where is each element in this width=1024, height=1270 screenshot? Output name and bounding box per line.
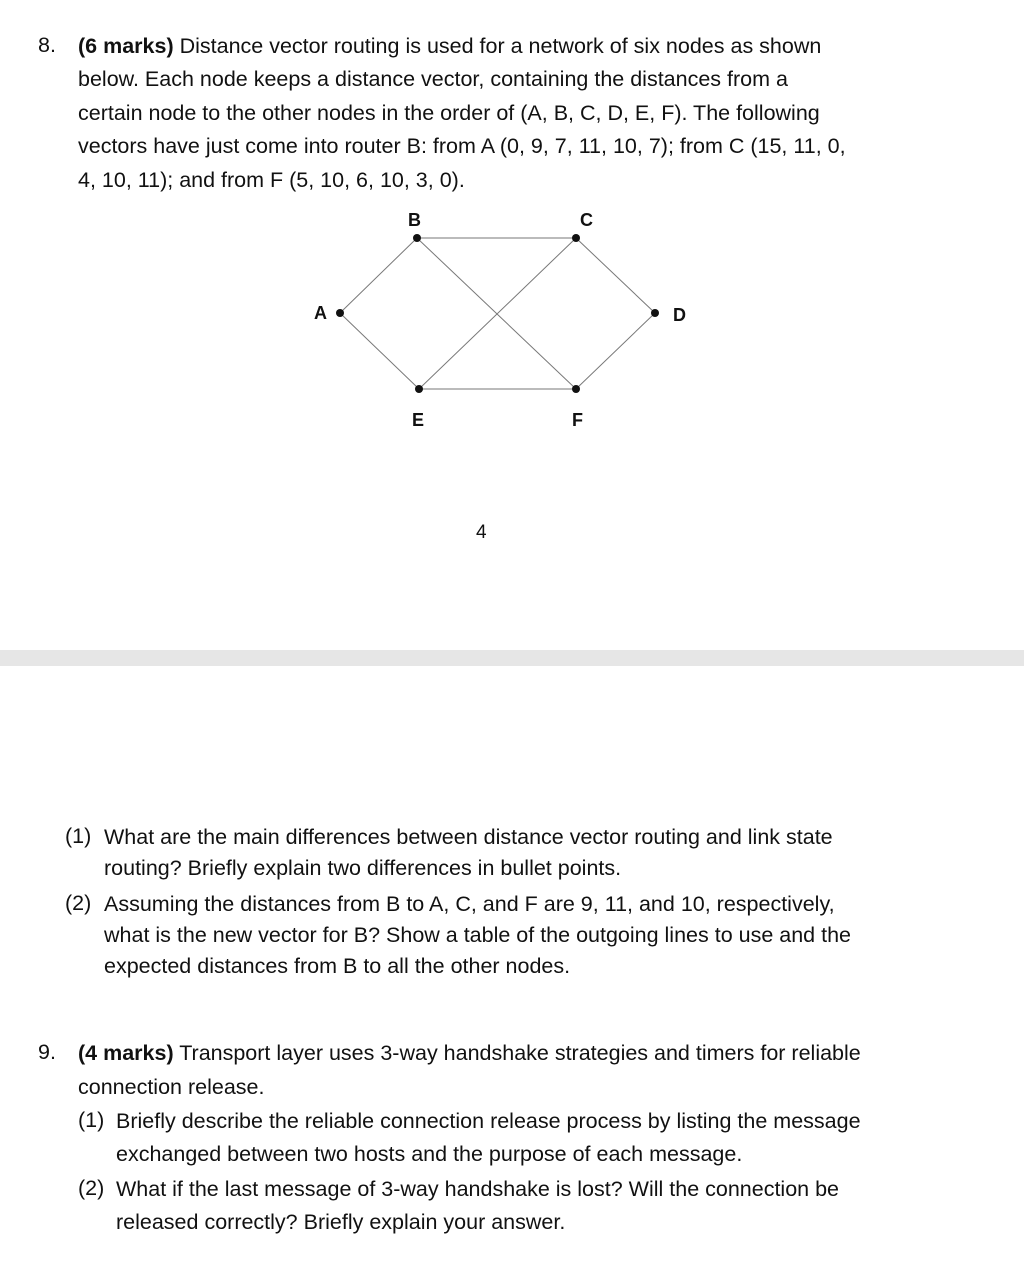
node-d-label: D <box>673 305 686 325</box>
edge-d-f <box>576 313 655 389</box>
question-9-part-2-line-2: released correctly? Briefly explain your answer. <box>116 1210 566 1234</box>
node-f-label: F <box>572 410 583 430</box>
page-divider <box>0 650 1024 666</box>
node-d-dot <box>651 309 659 317</box>
edge-a-b <box>340 238 417 313</box>
node-e-dot <box>415 385 423 393</box>
question-9-part-1-line-1: Briefly describe the reliable connection release process by listing the message <box>116 1109 861 1133</box>
question-8-line-3: certain node to the other nodes in the order of (A, B, C, D, E, F). The following <box>78 101 820 125</box>
question-8-part-1-number: (1) <box>65 824 92 848</box>
question-8-line-4: vectors have just come into router B: from A (0, 9, 7, 11, 10, 7); from C (15, 11, 0, <box>78 134 846 158</box>
network-diagram <box>0 0 1024 470</box>
question-9-part-1-line-2: exchanged between two hosts and the purpose of each message. <box>116 1142 743 1166</box>
node-c-label: C <box>580 210 593 230</box>
question-8-part-2-line-2: what is the new vector for B? Show a table of the outgoing lines to use and the <box>104 923 851 947</box>
question-9-line-1: (4 marks) Transport layer uses 3-way handshake strategies and timers for reliable <box>78 1041 861 1065</box>
question-8-part-2-number: (2) <box>65 891 92 915</box>
question-8-part-2-line-1: Assuming the distances from B to A, C, and F are 9, 11, and 10, respectively, <box>104 892 835 916</box>
question-8-line-2: below. Each node keeps a distance vector, containing the distances from a <box>78 67 788 91</box>
node-f-dot <box>572 385 580 393</box>
question-9-part-1-number: (1) <box>78 1108 105 1132</box>
node-b-dot <box>413 234 421 242</box>
node-e-label: E <box>412 410 425 430</box>
question-8-line-5: 4, 10, 11); and from F (5, 10, 6, 10, 3, 0). <box>78 168 465 192</box>
question-9-part-2-number: (2) <box>78 1176 105 1200</box>
node-c-dot <box>572 234 580 242</box>
node-b-label: B <box>408 210 421 230</box>
edge-c-d <box>576 238 655 313</box>
question-9-line-2: connection release. <box>78 1075 265 1099</box>
question-8-number: 8. <box>38 33 56 57</box>
node-a-dot <box>336 309 344 317</box>
question-8-part-1-line-1: What are the main differences between distance vector routing and link state <box>104 825 833 849</box>
question-8-part-1-line-2: routing? Briefly explain two differences in bullet points. <box>104 856 622 880</box>
node-a-label: A <box>314 303 327 323</box>
question-9-number: 9. <box>38 1040 56 1064</box>
question-8-marks: (6 marks) <box>78 34 174 58</box>
question-8-line-1: (6 marks) Distance vector routing is used for a network of six nodes as shown <box>78 34 822 58</box>
edge-a-e <box>340 313 419 389</box>
page-number: 4 <box>476 522 487 543</box>
question-9-marks: (4 marks) <box>78 1041 174 1065</box>
question-9-part-2-line-1: What if the last message of 3-way handshake is lost? Will the connection be <box>116 1177 840 1201</box>
question-8-part-2-line-3: expected distances from B to all the other nodes. <box>104 954 571 978</box>
